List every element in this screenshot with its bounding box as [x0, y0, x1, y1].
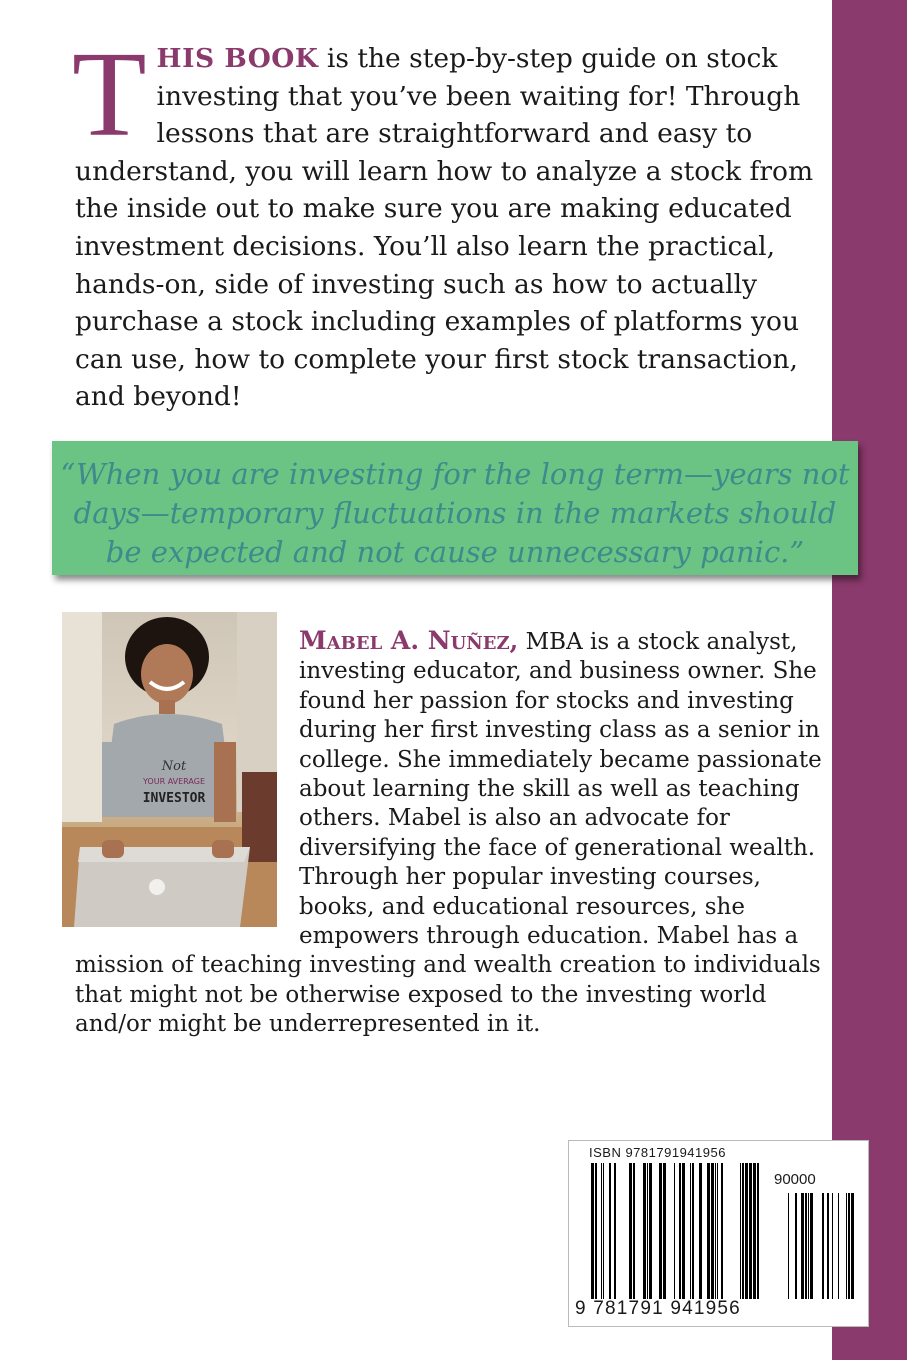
- barcode-bar: [753, 1163, 756, 1299]
- barcode-bar: [679, 1163, 681, 1299]
- photo-wrap-space: [75, 626, 299, 926]
- barcode-bar: [614, 1163, 616, 1299]
- barcode-bar: [838, 1193, 839, 1299]
- barcode-bar: [742, 1163, 744, 1299]
- barcode-bar: [603, 1163, 604, 1299]
- barcode-bar: [699, 1163, 702, 1299]
- barcode-bar: [832, 1193, 833, 1299]
- barcode-bar: [715, 1163, 716, 1299]
- barcode-bar: [717, 1163, 718, 1299]
- barcode-bar: [801, 1193, 804, 1299]
- barcode-bar: [674, 1163, 675, 1299]
- barcode-bar: [810, 1193, 813, 1299]
- barcode-bar: [690, 1163, 691, 1299]
- barcode-bar: [721, 1163, 723, 1299]
- author-bio-text: MBA is a stock analyst, investing educator, and business owner. She found her passion for stocks and investing during her first investing class as a senior in college. She immediately became passionate about learning the skill as well as teaching others. Mabel is also an advocate for diversifying the face of generational wealth. Through her popular investing courses, books, and educational resources, she empowers through education. Mabel has a mission of teaching investing and wealth creation to individuals that might not be otherwise exposed to the investing world and/or might be underrepresented in it.: [75, 629, 822, 1038]
- barcode-bar: [643, 1163, 646, 1299]
- barcode-bar: [711, 1163, 714, 1299]
- pull-quote-line-2: days—temporary fluctuations in the markets should: [73, 496, 837, 530]
- barcode-bar: [757, 1163, 759, 1299]
- barcode-digits: 9 781791 941956: [575, 1298, 741, 1319]
- barcode-bar: [659, 1163, 662, 1299]
- pull-quote-line-1: “When you are investing for the long term—years not: [60, 457, 850, 491]
- author-bio: [75, 626, 835, 1040]
- pull-quote-box: [52, 441, 858, 575]
- shirt-text-line-1: Not: [161, 759, 187, 774]
- barcode-bar: [808, 1193, 809, 1299]
- barcode-bar: [647, 1163, 648, 1299]
- barcode-bar: [749, 1163, 752, 1299]
- barcode-bar: [745, 1163, 748, 1299]
- barcode-bar: [707, 1163, 710, 1299]
- barcode-bar: [846, 1193, 847, 1299]
- barcode-bar: [827, 1193, 829, 1299]
- barcode-bar: [601, 1163, 602, 1299]
- barcode-bar: [682, 1163, 685, 1299]
- barcode-bar: [788, 1193, 789, 1299]
- shirt-text-line-3: INVESTOR: [142, 791, 206, 806]
- shirt-text-line-2: YOUR AVERAGE: [142, 777, 206, 786]
- author-name: Mabel A. Nuñez,: [299, 626, 519, 655]
- isbn-barcode: [568, 1140, 869, 1327]
- pull-quote: [52, 455, 858, 572]
- barcode-bar: [795, 1193, 797, 1299]
- barcode-bar: [805, 1193, 807, 1299]
- intro-paragraph: [72, 27, 815, 416]
- barcode-bar: [848, 1193, 850, 1299]
- barcode-bar: [851, 1193, 854, 1299]
- barcode-bar: [649, 1163, 652, 1299]
- pull-quote-line-3: be expected and not cause unnecessary panic.”: [105, 535, 805, 569]
- barcode-bar: [595, 1163, 597, 1299]
- barcode-bar: [629, 1163, 632, 1299]
- price-code: 90000: [774, 1171, 816, 1188]
- barcode-bar: [591, 1163, 594, 1299]
- barcode-bar: [740, 1163, 741, 1299]
- intro-lead-words: HIS BOOK: [156, 43, 319, 74]
- intro-body-text: is the step-by-step guide on stock investing that you’ve been waiting for! Through lessons that are straightforward and easy to understand, you will learn how to analyze a stock from the inside out to make sure you are making educated investment decisions. You’ll also learn the practical, hands-on, side of investing such as how to actually purchase a stock including examples of platforms you can use, how to complete your first stock transaction, and beyond!: [75, 43, 814, 413]
- barcode-bar: [633, 1163, 635, 1299]
- barcode-bar: [692, 1163, 694, 1299]
- drop-cap: T: [72, 27, 147, 162]
- barcode-bar: [663, 1163, 666, 1299]
- barcode-bar: [822, 1193, 824, 1299]
- barcode-bar: [609, 1163, 611, 1299]
- isbn-label: ISBN 9781791941956: [589, 1145, 726, 1160]
